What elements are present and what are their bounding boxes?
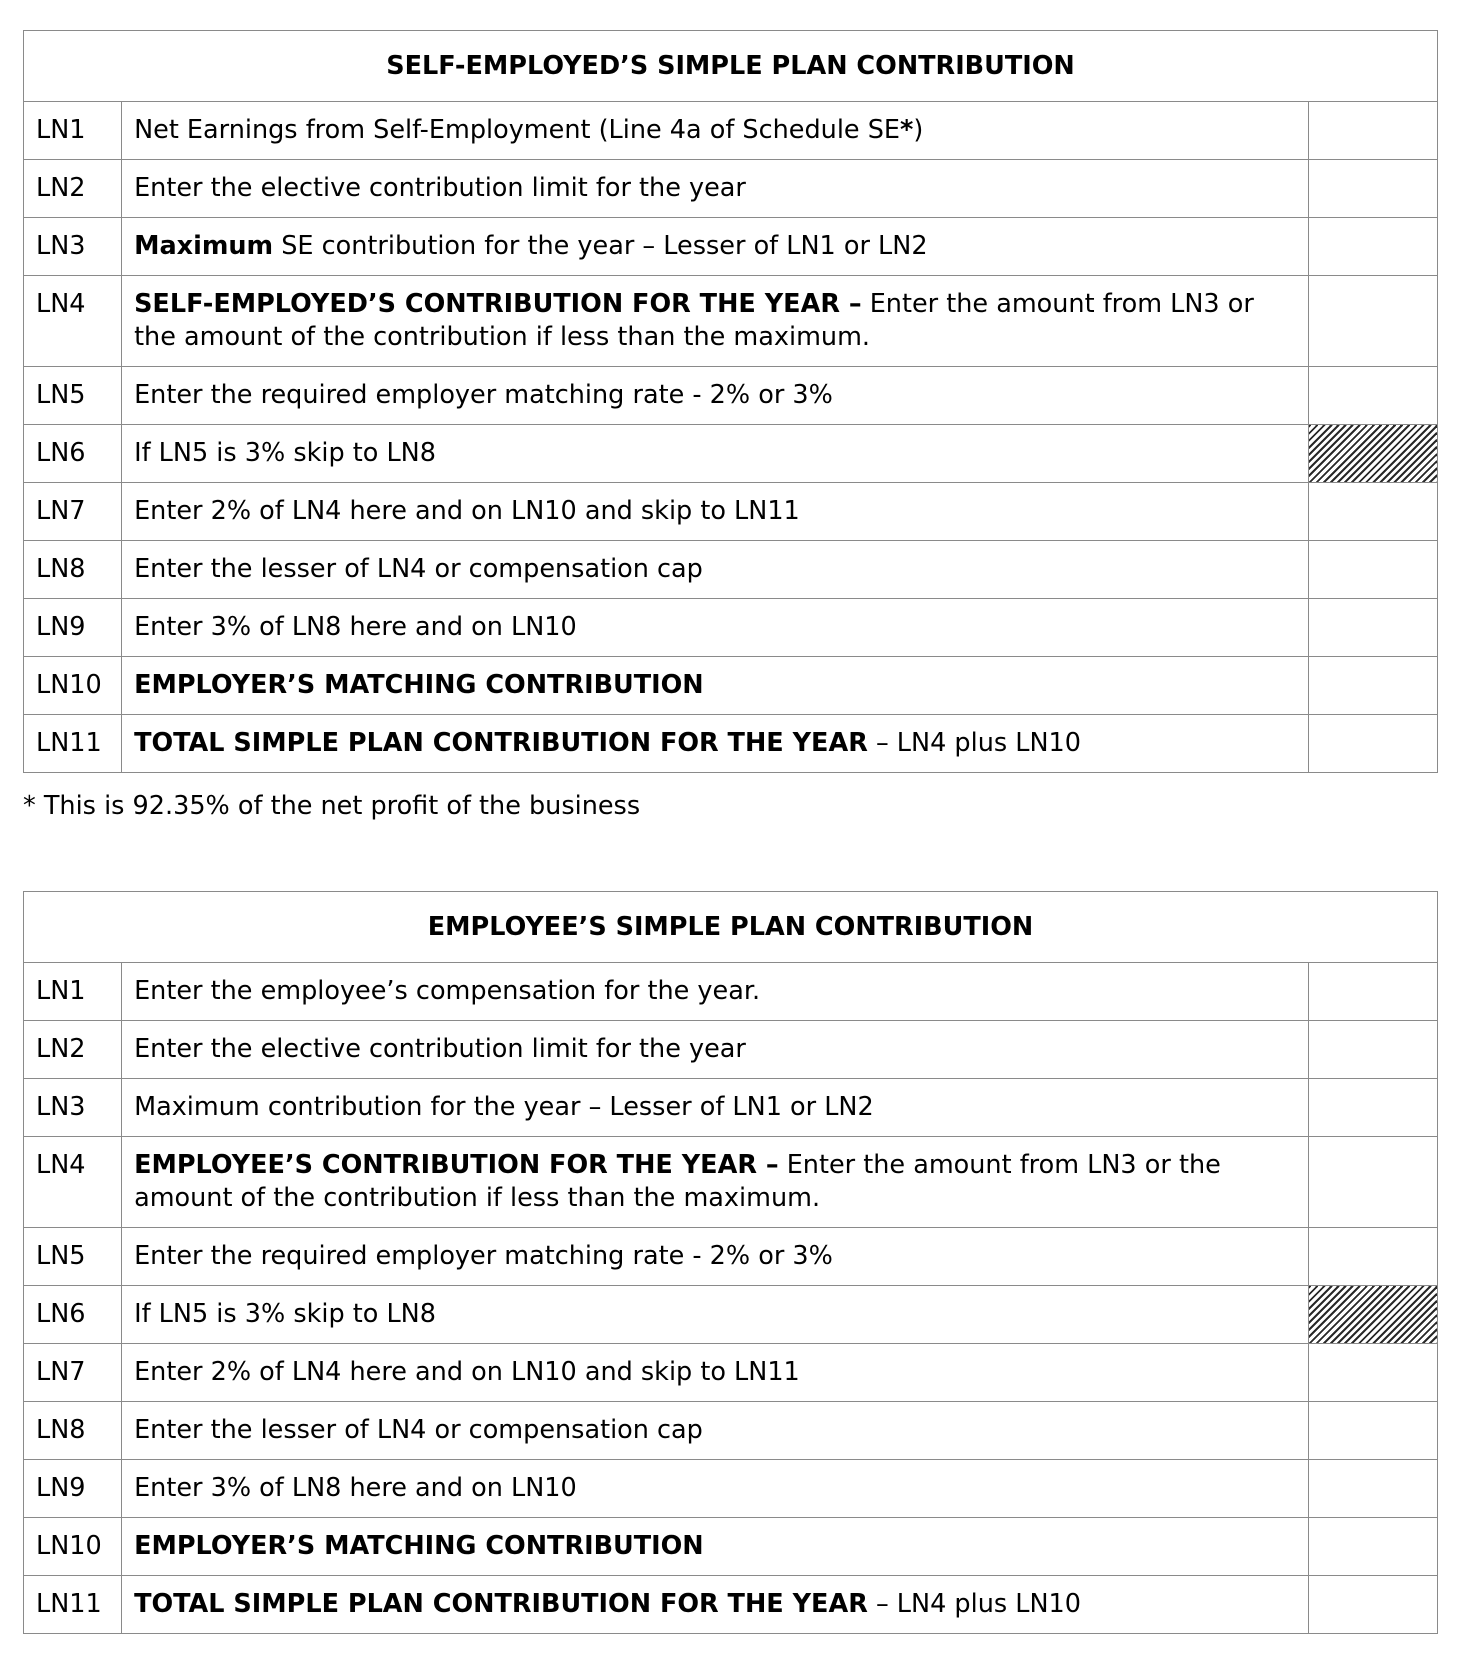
amount-field-ln11[interactable]: [1308, 715, 1437, 773]
line-number: LN2: [24, 160, 122, 218]
amount-field-ln9[interactable]: [1308, 599, 1437, 657]
table-row: [24, 599, 1438, 657]
line-number: LN3: [24, 218, 122, 276]
table-row: [24, 160, 1438, 218]
line-bold-text: Maximum: [134, 231, 274, 261]
table-row: [24, 1460, 1438, 1518]
line-text: – LN4 plus LN10: [867, 728, 1081, 758]
amount-field-ln3[interactable]: [1308, 1079, 1437, 1137]
line-text: Enter the elective contribution limit for the year: [134, 1034, 746, 1064]
line-number: LN1: [24, 963, 122, 1021]
line-bold-text: TOTAL SIMPLE PLAN CONTRIBUTION FOR THE YEAR: [134, 728, 868, 758]
table-row: [24, 657, 1438, 715]
line-description: [122, 541, 1309, 599]
line-text-end: ): [913, 115, 924, 145]
line-text: Enter the lesser of LN4 or compensation cap: [134, 554, 703, 584]
line-description: [122, 599, 1309, 657]
table-row: [24, 102, 1438, 160]
line-text: Enter the lesser of LN4 or compensation cap: [134, 1415, 703, 1445]
line-bold-text: EMPLOYER’S MATCHING CONTRIBUTION: [134, 670, 704, 700]
amount-field-ln2[interactable]: [1308, 160, 1437, 218]
self-employed-worksheet: [23, 30, 1438, 773]
table-row: [24, 1286, 1438, 1344]
line-description: [122, 483, 1309, 541]
line-description: [122, 1460, 1309, 1518]
line-number: LN9: [24, 1460, 122, 1518]
footnote: * This is 92.35% of the net profit of the business: [23, 791, 641, 821]
line-number: LN10: [24, 1518, 122, 1576]
amount-field-ln4[interactable]: [1308, 276, 1437, 367]
self-employed-table-title: SELF-EMPLOYED’S SIMPLE PLAN CONTRIBUTION: [24, 31, 1438, 102]
table-row: [24, 1021, 1438, 1079]
line-number: LN4: [24, 1137, 122, 1228]
line-bold-text: TOTAL SIMPLE PLAN CONTRIBUTION FOR THE YEAR: [134, 1589, 868, 1619]
line-description: [122, 1344, 1309, 1402]
line-number: LN7: [24, 483, 122, 541]
line-description: [122, 1576, 1309, 1634]
table-row: [24, 367, 1438, 425]
line-description: [122, 657, 1309, 715]
line-description: [122, 1021, 1309, 1079]
amount-field-ln5[interactable]: [1308, 367, 1437, 425]
employee-table-title: EMPLOYEE’S SIMPLE PLAN CONTRIBUTION: [24, 892, 1438, 963]
line-number: LN11: [24, 1576, 122, 1634]
line-number: LN6: [24, 1286, 122, 1344]
amount-field-ln7[interactable]: [1308, 1344, 1437, 1402]
line-description: [122, 1228, 1309, 1286]
line-description: [122, 963, 1309, 1021]
line-text: Enter the elective contribution limit for the year: [134, 173, 746, 203]
line-text: Enter the required employer matching rate - 2% or 3%: [134, 380, 833, 410]
line-text: – LN4 plus LN10: [867, 1589, 1081, 1619]
line-bold-text: SELF-EMPLOYED’S CONTRIBUTION FOR THE YEAR –: [134, 289, 862, 319]
line-text: Net Earnings from Self-Employment (Line 4a of Schedule SE: [134, 115, 901, 145]
amount-field-ln8[interactable]: [1308, 541, 1437, 599]
table-header-row: [24, 31, 1438, 102]
line-description: [122, 102, 1309, 160]
line-text: Enter 3% of LN8 here and on LN10: [134, 1473, 577, 1503]
hatched-blocked-cell: [1308, 1286, 1437, 1344]
line-description: [122, 276, 1309, 367]
line-number: LN1: [24, 102, 122, 160]
line-number: LN2: [24, 1021, 122, 1079]
line-number: LN11: [24, 715, 122, 773]
asterisk-mark: *: [900, 115, 914, 145]
line-bold-text: EMPLOYEE’S CONTRIBUTION FOR THE YEAR –: [134, 1150, 779, 1180]
amount-field-ln10[interactable]: [1308, 1518, 1437, 1576]
line-description: [122, 1286, 1309, 1344]
table-row: [24, 425, 1438, 483]
table-row: [24, 715, 1438, 773]
table-row: [24, 483, 1438, 541]
amount-field-ln2[interactable]: [1308, 1021, 1437, 1079]
amount-field-ln5[interactable]: [1308, 1228, 1437, 1286]
line-text: If LN5 is 3% skip to LN8: [134, 1299, 436, 1329]
table-row: [24, 1079, 1438, 1137]
amount-field-ln11[interactable]: [1308, 1576, 1437, 1634]
line-text: SE contribution for the year – Lesser of LN1 or LN2: [273, 231, 928, 261]
line-description: [122, 425, 1309, 483]
line-text: Enter 3% of LN8 here and on LN10: [134, 612, 577, 642]
line-text: Enter 2% of LN4 here and on LN10 and skip to LN11: [134, 1357, 800, 1387]
amount-field-ln9[interactable]: [1308, 1460, 1437, 1518]
line-text: Enter the employee’s compensation for the year.: [134, 976, 761, 1006]
table-row: [24, 276, 1438, 367]
line-description: [122, 1402, 1309, 1460]
line-text: Enter 2% of LN4 here and on LN10 and skip to LN11: [134, 496, 800, 526]
line-description: [122, 160, 1309, 218]
line-description: [122, 1137, 1309, 1228]
line-description: [122, 715, 1309, 773]
amount-field-ln8[interactable]: [1308, 1402, 1437, 1460]
line-number: LN8: [24, 1402, 122, 1460]
line-number: LN7: [24, 1344, 122, 1402]
table-row: [24, 963, 1438, 1021]
amount-field-ln7[interactable]: [1308, 483, 1437, 541]
line-number: LN8: [24, 541, 122, 599]
line-number: LN6: [24, 425, 122, 483]
line-text: Enter the amount from LN3 or the amount of the contribution if less than the maximum.: [134, 1150, 1221, 1213]
table-row: [24, 1228, 1438, 1286]
amount-field-ln1[interactable]: [1308, 102, 1437, 160]
line-description: [122, 367, 1309, 425]
table-row: [24, 1576, 1438, 1634]
table-row: [24, 1137, 1438, 1228]
line-number: LN10: [24, 657, 122, 715]
table-row: [24, 1518, 1438, 1576]
line-number: LN4: [24, 276, 122, 367]
table-row: [24, 1344, 1438, 1402]
table-header-row: [24, 892, 1438, 963]
line-number: LN3: [24, 1079, 122, 1137]
line-number: LN5: [24, 367, 122, 425]
line-text: Enter the required employer matching rate - 2% or 3%: [134, 1241, 833, 1271]
line-text: If LN5 is 3% skip to LN8: [134, 438, 436, 468]
amount-field-ln4[interactable]: [1308, 1137, 1437, 1228]
line-number: LN9: [24, 599, 122, 657]
amount-field-ln3[interactable]: [1308, 218, 1437, 276]
table-row: [24, 1402, 1438, 1460]
line-description: [122, 1518, 1309, 1576]
line-text: Maximum contribution for the year – Lesser of LN1 or LN2: [134, 1092, 874, 1122]
amount-field-ln1[interactable]: [1308, 963, 1437, 1021]
table-row: [24, 541, 1438, 599]
line-text: Enter the amount from LN3 or the amount of the contribution if less than the maximum.: [134, 289, 1254, 352]
line-description: [122, 1079, 1309, 1137]
amount-field-ln10[interactable]: [1308, 657, 1437, 715]
table-row: [24, 218, 1438, 276]
employee-worksheet: [23, 891, 1438, 1634]
line-description: [122, 218, 1309, 276]
hatched-blocked-cell: [1308, 425, 1437, 483]
line-bold-text: EMPLOYER’S MATCHING CONTRIBUTION: [134, 1531, 704, 1561]
line-number: LN5: [24, 1228, 122, 1286]
